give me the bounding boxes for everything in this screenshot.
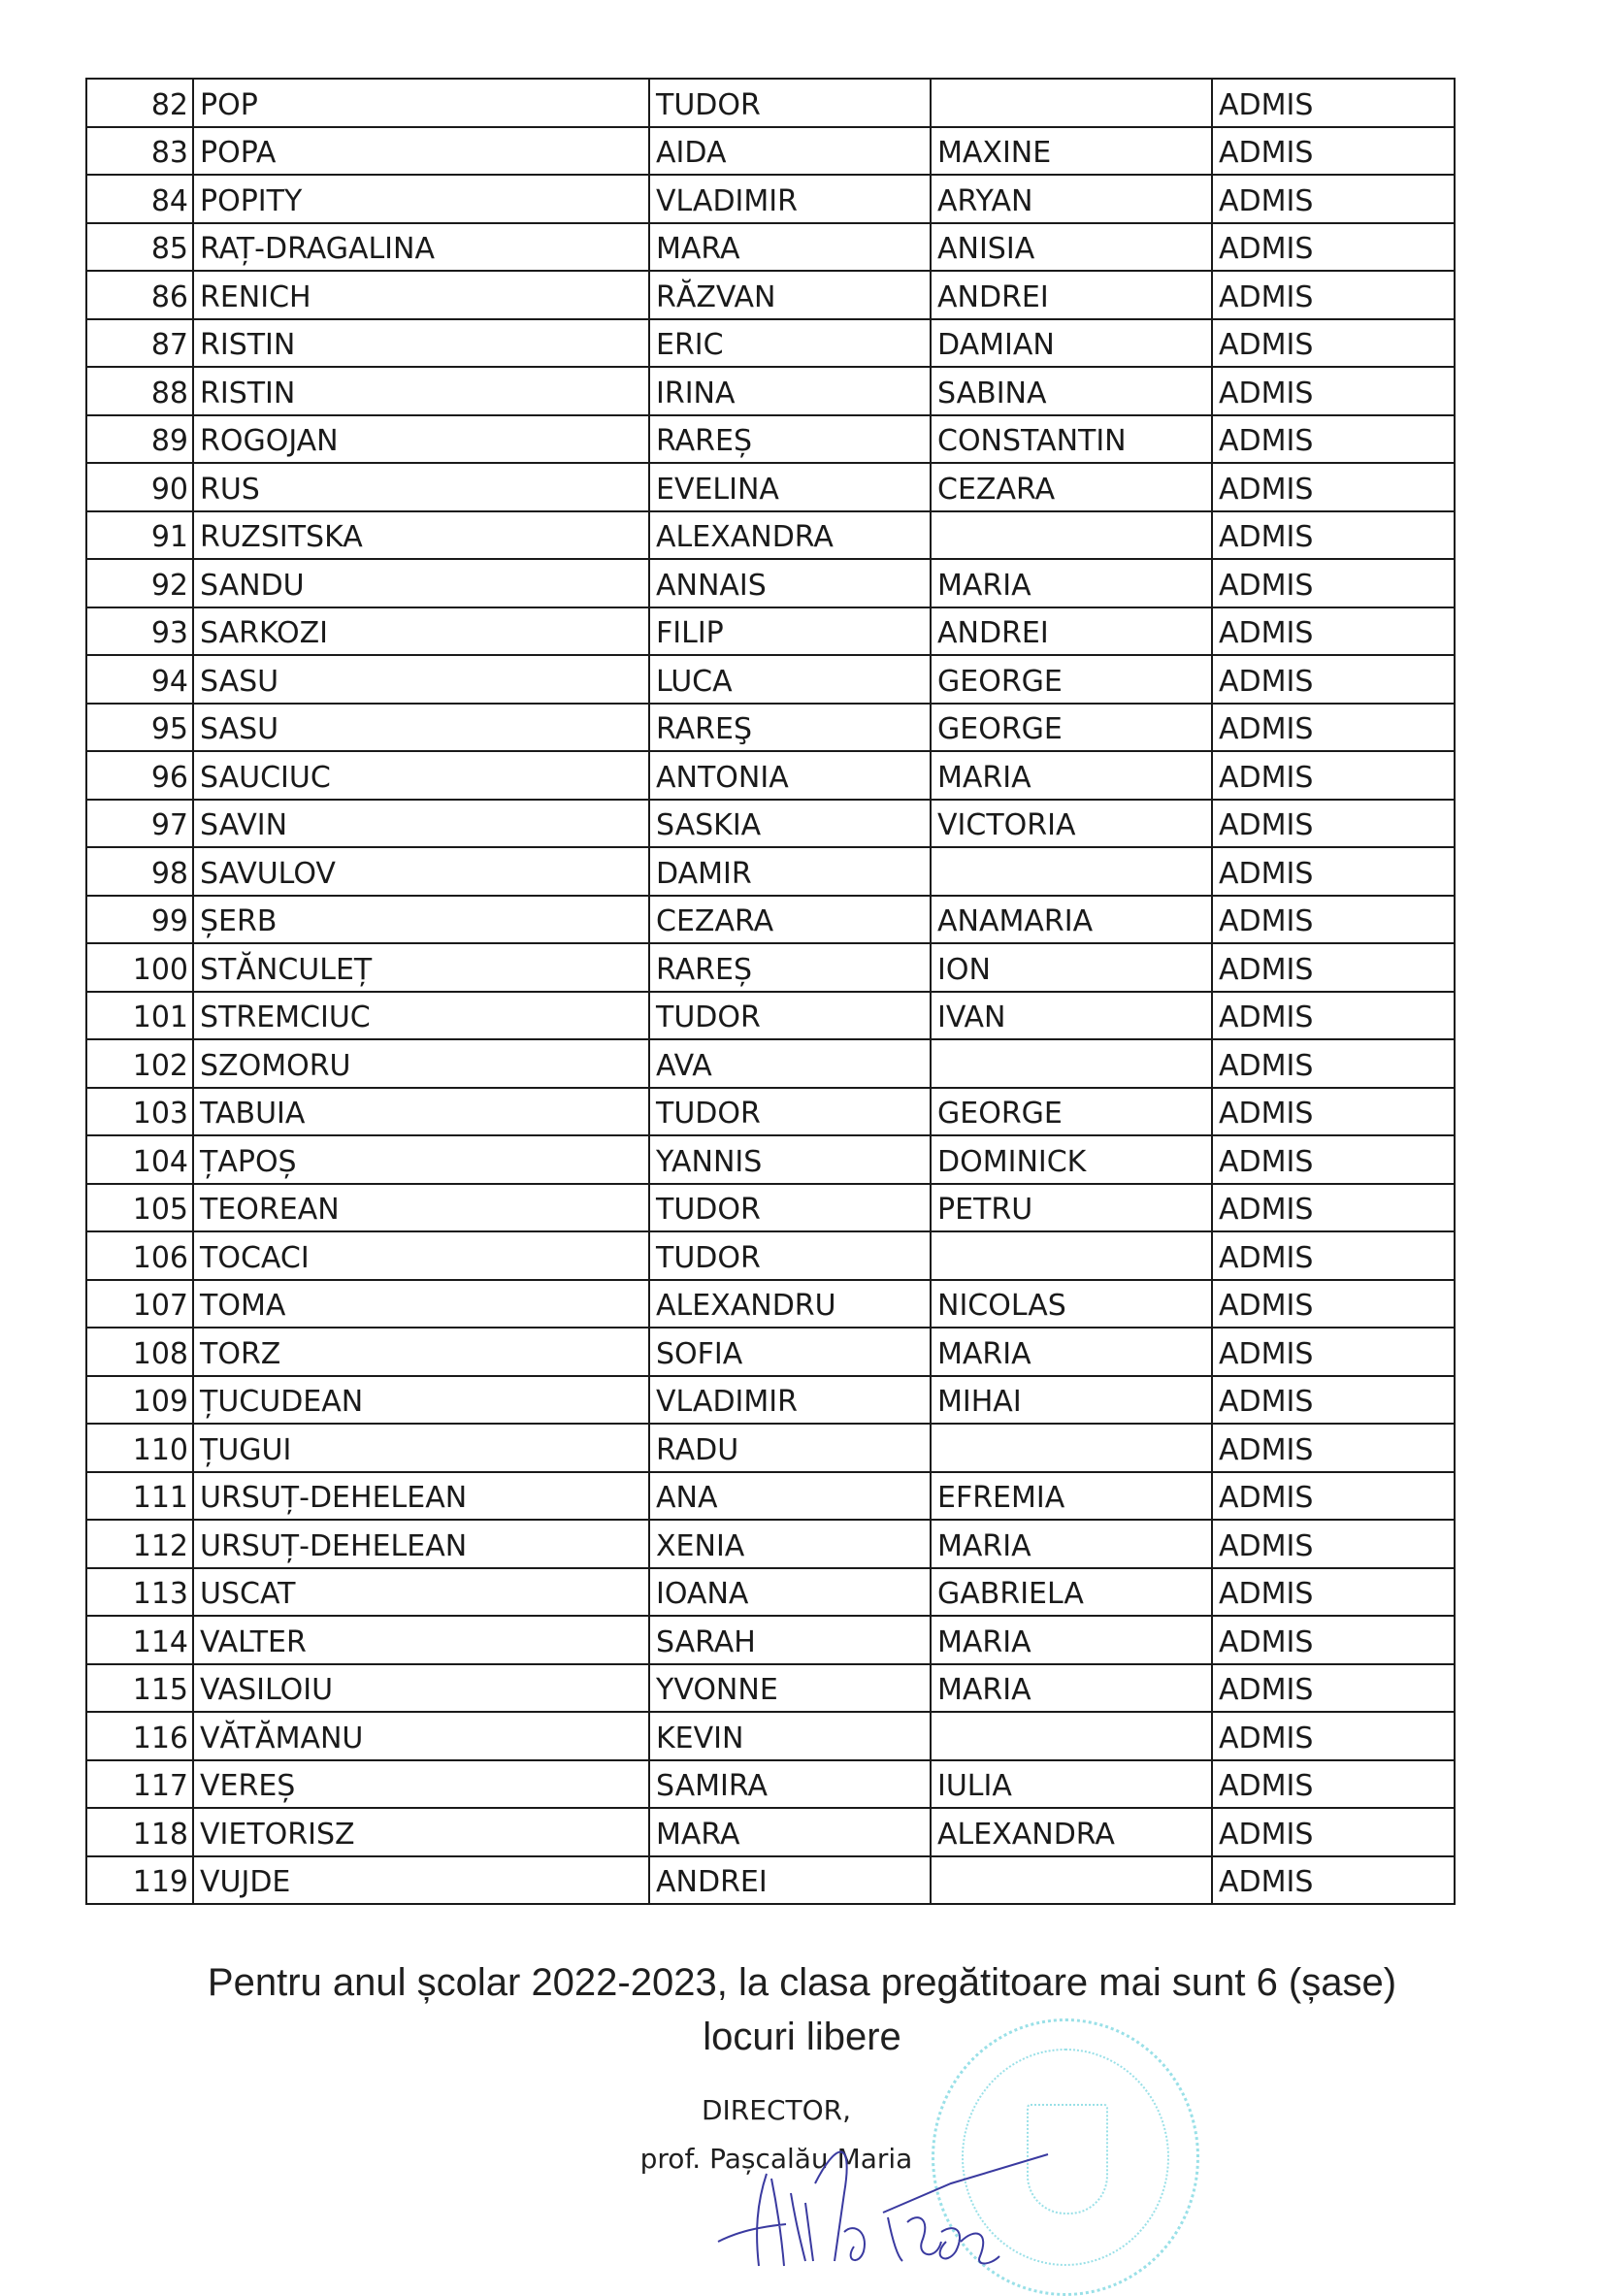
- last-name-cell: TEOREAN: [193, 1184, 649, 1232]
- table-row: [86, 175, 1455, 223]
- second-name-cell: IVAN: [931, 992, 1212, 1040]
- second-name-cell: MARIA: [931, 751, 1212, 800]
- first-name-cell: TUDOR: [649, 79, 931, 127]
- status-cell: ADMIS: [1212, 1664, 1455, 1713]
- row-number-cell: 85: [86, 223, 193, 272]
- free-places-note: [0, 1955, 1604, 2064]
- row-number-cell: 97: [86, 800, 193, 848]
- first-name-cell: SOFIA: [649, 1328, 931, 1376]
- row-number-cell: 113: [86, 1568, 193, 1617]
- admission-table-container: [85, 78, 1454, 1905]
- first-name-cell: TUDOR: [649, 1184, 931, 1232]
- first-name-cell: ALEXANDRU: [649, 1280, 931, 1328]
- second-name-cell: MARIA: [931, 1616, 1212, 1664]
- status-cell: ADMIS: [1212, 271, 1455, 319]
- table-row: [86, 1424, 1455, 1472]
- second-name-cell: PETRU: [931, 1184, 1212, 1232]
- first-name-cell: SAMIRA: [649, 1760, 931, 1809]
- last-name-cell: SANDU: [193, 559, 649, 607]
- second-name-cell: IULIA: [931, 1760, 1212, 1809]
- table-row: [86, 1039, 1455, 1088]
- status-cell: ADMIS: [1212, 1616, 1455, 1664]
- second-name-cell: MARIA: [931, 1328, 1212, 1376]
- table-row: [86, 1808, 1455, 1856]
- row-number-cell: 107: [86, 1280, 193, 1328]
- table-row: [86, 800, 1455, 848]
- table-row: [86, 1760, 1455, 1809]
- second-name-cell: [931, 1039, 1212, 1088]
- second-name-cell: ANISIA: [931, 223, 1212, 272]
- last-name-cell: SASU: [193, 655, 649, 704]
- second-name-cell: [931, 1856, 1212, 1905]
- last-name-cell: URSUȚ-DEHELEAN: [193, 1472, 649, 1521]
- first-name-cell: ANA: [649, 1472, 931, 1521]
- table-row: [86, 655, 1455, 704]
- table-row: [86, 271, 1455, 319]
- last-name-cell: SZOMORU: [193, 1039, 649, 1088]
- table-row: [86, 415, 1455, 464]
- first-name-cell: RADU: [649, 1424, 931, 1472]
- status-cell: ADMIS: [1212, 463, 1455, 511]
- first-name-cell: SASKIA: [649, 800, 931, 848]
- row-number-cell: 116: [86, 1712, 193, 1760]
- status-cell: ADMIS: [1212, 800, 1455, 848]
- row-number-cell: 88: [86, 367, 193, 415]
- row-number-cell: 95: [86, 704, 193, 752]
- second-name-cell: ALEXANDRA: [931, 1808, 1212, 1856]
- last-name-cell: RISTIN: [193, 319, 649, 368]
- first-name-cell: XENIA: [649, 1520, 931, 1568]
- row-number-cell: 112: [86, 1520, 193, 1568]
- second-name-cell: DAMIAN: [931, 319, 1212, 368]
- status-cell: ADMIS: [1212, 1712, 1455, 1760]
- row-number-cell: 106: [86, 1231, 193, 1280]
- status-cell: ADMIS: [1212, 1760, 1455, 1809]
- table-row: [86, 1328, 1455, 1376]
- last-name-cell: TOMA: [193, 1280, 649, 1328]
- admission-table: [85, 78, 1456, 1905]
- last-name-cell: URSUȚ-DEHELEAN: [193, 1520, 649, 1568]
- second-name-cell: [931, 1231, 1212, 1280]
- handwritten-signature-icon: [699, 2135, 1067, 2270]
- status-cell: ADMIS: [1212, 79, 1455, 127]
- first-name-cell: RĂZVAN: [649, 271, 931, 319]
- status-cell: ADMIS: [1212, 1856, 1455, 1905]
- second-name-cell: VICTORIA: [931, 800, 1212, 848]
- free-places-note-line1: Pentru anul școlar 2022-2023, la clasa pregătitoare mai sunt 6 (șase): [207, 1961, 1397, 2004]
- first-name-cell: SARAH: [649, 1616, 931, 1664]
- second-name-cell: DOMINICK: [931, 1135, 1212, 1184]
- admission-table-body: [86, 79, 1455, 1904]
- table-row: [86, 704, 1455, 752]
- last-name-cell: STĂNCULEȚ: [193, 943, 649, 992]
- status-cell: ADMIS: [1212, 1135, 1455, 1184]
- status-cell: ADMIS: [1212, 607, 1455, 656]
- row-number-cell: 111: [86, 1472, 193, 1521]
- second-name-cell: [931, 79, 1212, 127]
- first-name-cell: VLADIMIR: [649, 1376, 931, 1425]
- second-name-cell: MARIA: [931, 559, 1212, 607]
- status-cell: ADMIS: [1212, 1039, 1455, 1088]
- row-number-cell: 102: [86, 1039, 193, 1088]
- last-name-cell: TORZ: [193, 1328, 649, 1376]
- first-name-cell: IRINA: [649, 367, 931, 415]
- last-name-cell: RISTIN: [193, 367, 649, 415]
- last-name-cell: RUS: [193, 463, 649, 511]
- table-row: [86, 1520, 1455, 1568]
- last-name-cell: SAVIN: [193, 800, 649, 848]
- second-name-cell: ANAMARIA: [931, 896, 1212, 944]
- last-name-cell: POPA: [193, 127, 649, 176]
- second-name-cell: GEORGE: [931, 1088, 1212, 1136]
- second-name-cell: ION: [931, 943, 1212, 992]
- last-name-cell: VIETORISZ: [193, 1808, 649, 1856]
- row-number-cell: 119: [86, 1856, 193, 1905]
- row-number-cell: 115: [86, 1664, 193, 1713]
- row-number-cell: 89: [86, 415, 193, 464]
- row-number-cell: 84: [86, 175, 193, 223]
- second-name-cell: CONSTANTIN: [931, 415, 1212, 464]
- last-name-cell: SAVULOV: [193, 847, 649, 896]
- last-name-cell: VĂTĂMANU: [193, 1712, 649, 1760]
- first-name-cell: FILIP: [649, 607, 931, 656]
- table-row: [86, 511, 1455, 560]
- second-name-cell: [931, 511, 1212, 560]
- first-name-cell: YVONNE: [649, 1664, 931, 1713]
- first-name-cell: MARA: [649, 223, 931, 272]
- status-cell: ADMIS: [1212, 896, 1455, 944]
- second-name-cell: GEORGE: [931, 704, 1212, 752]
- first-name-cell: ANTONIA: [649, 751, 931, 800]
- last-name-cell: ȚAPOȘ: [193, 1135, 649, 1184]
- row-number-cell: 94: [86, 655, 193, 704]
- last-name-cell: STREMCIUC: [193, 992, 649, 1040]
- row-number-cell: 103: [86, 1088, 193, 1136]
- row-number-cell: 118: [86, 1808, 193, 1856]
- last-name-cell: SAUCIUC: [193, 751, 649, 800]
- row-number-cell: 109: [86, 1376, 193, 1425]
- row-number-cell: 86: [86, 271, 193, 319]
- second-name-cell: ANDREI: [931, 271, 1212, 319]
- first-name-cell: VLADIMIR: [649, 175, 931, 223]
- status-cell: ADMIS: [1212, 655, 1455, 704]
- first-name-cell: TUDOR: [649, 1231, 931, 1280]
- last-name-cell: VALTER: [193, 1616, 649, 1664]
- row-number-cell: 96: [86, 751, 193, 800]
- last-name-cell: POP: [193, 79, 649, 127]
- status-cell: ADMIS: [1212, 1520, 1455, 1568]
- first-name-cell: RAREȘ: [649, 415, 931, 464]
- row-number-cell: 110: [86, 1424, 193, 1472]
- last-name-cell: ȘERB: [193, 896, 649, 944]
- table-row: [86, 1616, 1455, 1664]
- row-number-cell: 82: [86, 79, 193, 127]
- second-name-cell: SABINA: [931, 367, 1212, 415]
- table-row: [86, 559, 1455, 607]
- second-name-cell: GEORGE: [931, 655, 1212, 704]
- second-name-cell: EFREMIA: [931, 1472, 1212, 1521]
- table-row: [86, 847, 1455, 896]
- first-name-cell: TUDOR: [649, 992, 931, 1040]
- first-name-cell: ERIC: [649, 319, 931, 368]
- status-cell: ADMIS: [1212, 367, 1455, 415]
- second-name-cell: [931, 847, 1212, 896]
- second-name-cell: CEZARA: [931, 463, 1212, 511]
- table-row: [86, 1664, 1455, 1713]
- last-name-cell: USCAT: [193, 1568, 649, 1617]
- first-name-cell: CEZARA: [649, 896, 931, 944]
- second-name-cell: ARYAN: [931, 175, 1212, 223]
- first-name-cell: RAREȘ: [649, 943, 931, 992]
- status-cell: ADMIS: [1212, 1328, 1455, 1376]
- second-name-cell: MAXINE: [931, 127, 1212, 176]
- status-cell: ADMIS: [1212, 1280, 1455, 1328]
- status-cell: ADMIS: [1212, 559, 1455, 607]
- status-cell: ADMIS: [1212, 127, 1455, 176]
- first-name-cell: ANNAIS: [649, 559, 931, 607]
- row-number-cell: 91: [86, 511, 193, 560]
- table-row: [86, 463, 1455, 511]
- row-number-cell: 101: [86, 992, 193, 1040]
- table-row: [86, 1568, 1455, 1617]
- second-name-cell: NICOLAS: [931, 1280, 1212, 1328]
- last-name-cell: VASILOIU: [193, 1664, 649, 1713]
- table-row: [86, 1135, 1455, 1184]
- status-cell: ADMIS: [1212, 704, 1455, 752]
- second-name-cell: MARIA: [931, 1520, 1212, 1568]
- table-row: [86, 79, 1455, 127]
- table-row: [86, 1712, 1455, 1760]
- first-name-cell: ANDREI: [649, 1856, 931, 1905]
- table-row: [86, 1280, 1455, 1328]
- first-name-cell: KEVIN: [649, 1712, 931, 1760]
- first-name-cell: TUDOR: [649, 1088, 931, 1136]
- status-cell: ADMIS: [1212, 1424, 1455, 1472]
- last-name-cell: RAȚ-DRAGALINA: [193, 223, 649, 272]
- status-cell: ADMIS: [1212, 319, 1455, 368]
- row-number-cell: 93: [86, 607, 193, 656]
- second-name-cell: [931, 1424, 1212, 1472]
- row-number-cell: 87: [86, 319, 193, 368]
- row-number-cell: 99: [86, 896, 193, 944]
- table-row: [86, 896, 1455, 944]
- status-cell: ADMIS: [1212, 415, 1455, 464]
- last-name-cell: VUJDE: [193, 1856, 649, 1905]
- row-number-cell: 104: [86, 1135, 193, 1184]
- status-cell: ADMIS: [1212, 1808, 1455, 1856]
- status-cell: ADMIS: [1212, 223, 1455, 272]
- last-name-cell: VEREȘ: [193, 1760, 649, 1809]
- table-row: [86, 751, 1455, 800]
- last-name-cell: ROGOJAN: [193, 415, 649, 464]
- status-cell: ADMIS: [1212, 943, 1455, 992]
- table-row: [86, 319, 1455, 368]
- free-places-note-line2: locuri libere: [703, 2016, 901, 2058]
- row-number-cell: 108: [86, 1328, 193, 1376]
- row-number-cell: 83: [86, 127, 193, 176]
- second-name-cell: [931, 1712, 1212, 1760]
- second-name-cell: MARIA: [931, 1664, 1212, 1713]
- first-name-cell: AIDA: [649, 127, 931, 176]
- table-row: [86, 367, 1455, 415]
- second-name-cell: ANDREI: [931, 607, 1212, 656]
- status-cell: ADMIS: [1212, 847, 1455, 896]
- last-name-cell: ȚUCUDEAN: [193, 1376, 649, 1425]
- status-cell: ADMIS: [1212, 1568, 1455, 1617]
- table-row: [86, 1184, 1455, 1232]
- signatory-name: prof. Pașcalău Maria: [639, 2143, 913, 2175]
- status-cell: ADMIS: [1212, 1088, 1455, 1136]
- status-cell: ADMIS: [1212, 1184, 1455, 1232]
- last-name-cell: ȚUGUI: [193, 1424, 649, 1472]
- status-cell: ADMIS: [1212, 751, 1455, 800]
- row-number-cell: 92: [86, 559, 193, 607]
- first-name-cell: MARA: [649, 1808, 931, 1856]
- first-name-cell: ALEXANDRA: [649, 511, 931, 560]
- first-name-cell: DAMIR: [649, 847, 931, 896]
- table-row: [86, 127, 1455, 176]
- row-number-cell: 98: [86, 847, 193, 896]
- first-name-cell: YANNIS: [649, 1135, 931, 1184]
- last-name-cell: RENICH: [193, 271, 649, 319]
- last-name-cell: TABUIA: [193, 1088, 649, 1136]
- last-name-cell: SARKOZI: [193, 607, 649, 656]
- last-name-cell: TOCACI: [193, 1231, 649, 1280]
- table-row: [86, 1856, 1455, 1905]
- first-name-cell: EVELINA: [649, 463, 931, 511]
- second-name-cell: GABRIELA: [931, 1568, 1212, 1617]
- table-row: [86, 992, 1455, 1040]
- first-name-cell: AVA: [649, 1039, 931, 1088]
- table-row: [86, 1376, 1455, 1425]
- row-number-cell: 105: [86, 1184, 193, 1232]
- row-number-cell: 114: [86, 1616, 193, 1664]
- status-cell: ADMIS: [1212, 992, 1455, 1040]
- table-row: [86, 1231, 1455, 1280]
- last-name-cell: SASU: [193, 704, 649, 752]
- last-name-cell: RUZSITSKA: [193, 511, 649, 560]
- row-number-cell: 100: [86, 943, 193, 992]
- first-name-cell: LUCA: [649, 655, 931, 704]
- table-row: [86, 943, 1455, 992]
- row-number-cell: 90: [86, 463, 193, 511]
- status-cell: ADMIS: [1212, 511, 1455, 560]
- last-name-cell: POPITY: [193, 175, 649, 223]
- table-row: [86, 607, 1455, 656]
- status-cell: ADMIS: [1212, 175, 1455, 223]
- first-name-cell: RAREŞ: [649, 704, 931, 752]
- table-row: [86, 1472, 1455, 1521]
- signatory-title: DIRECTOR,: [701, 2094, 851, 2126]
- second-name-cell: MIHAI: [931, 1376, 1212, 1425]
- status-cell: ADMIS: [1212, 1231, 1455, 1280]
- first-name-cell: IOANA: [649, 1568, 931, 1617]
- row-number-cell: 117: [86, 1760, 193, 1809]
- table-row: [86, 1088, 1455, 1136]
- table-row: [86, 223, 1455, 272]
- status-cell: ADMIS: [1212, 1472, 1455, 1521]
- status-cell: ADMIS: [1212, 1376, 1455, 1425]
